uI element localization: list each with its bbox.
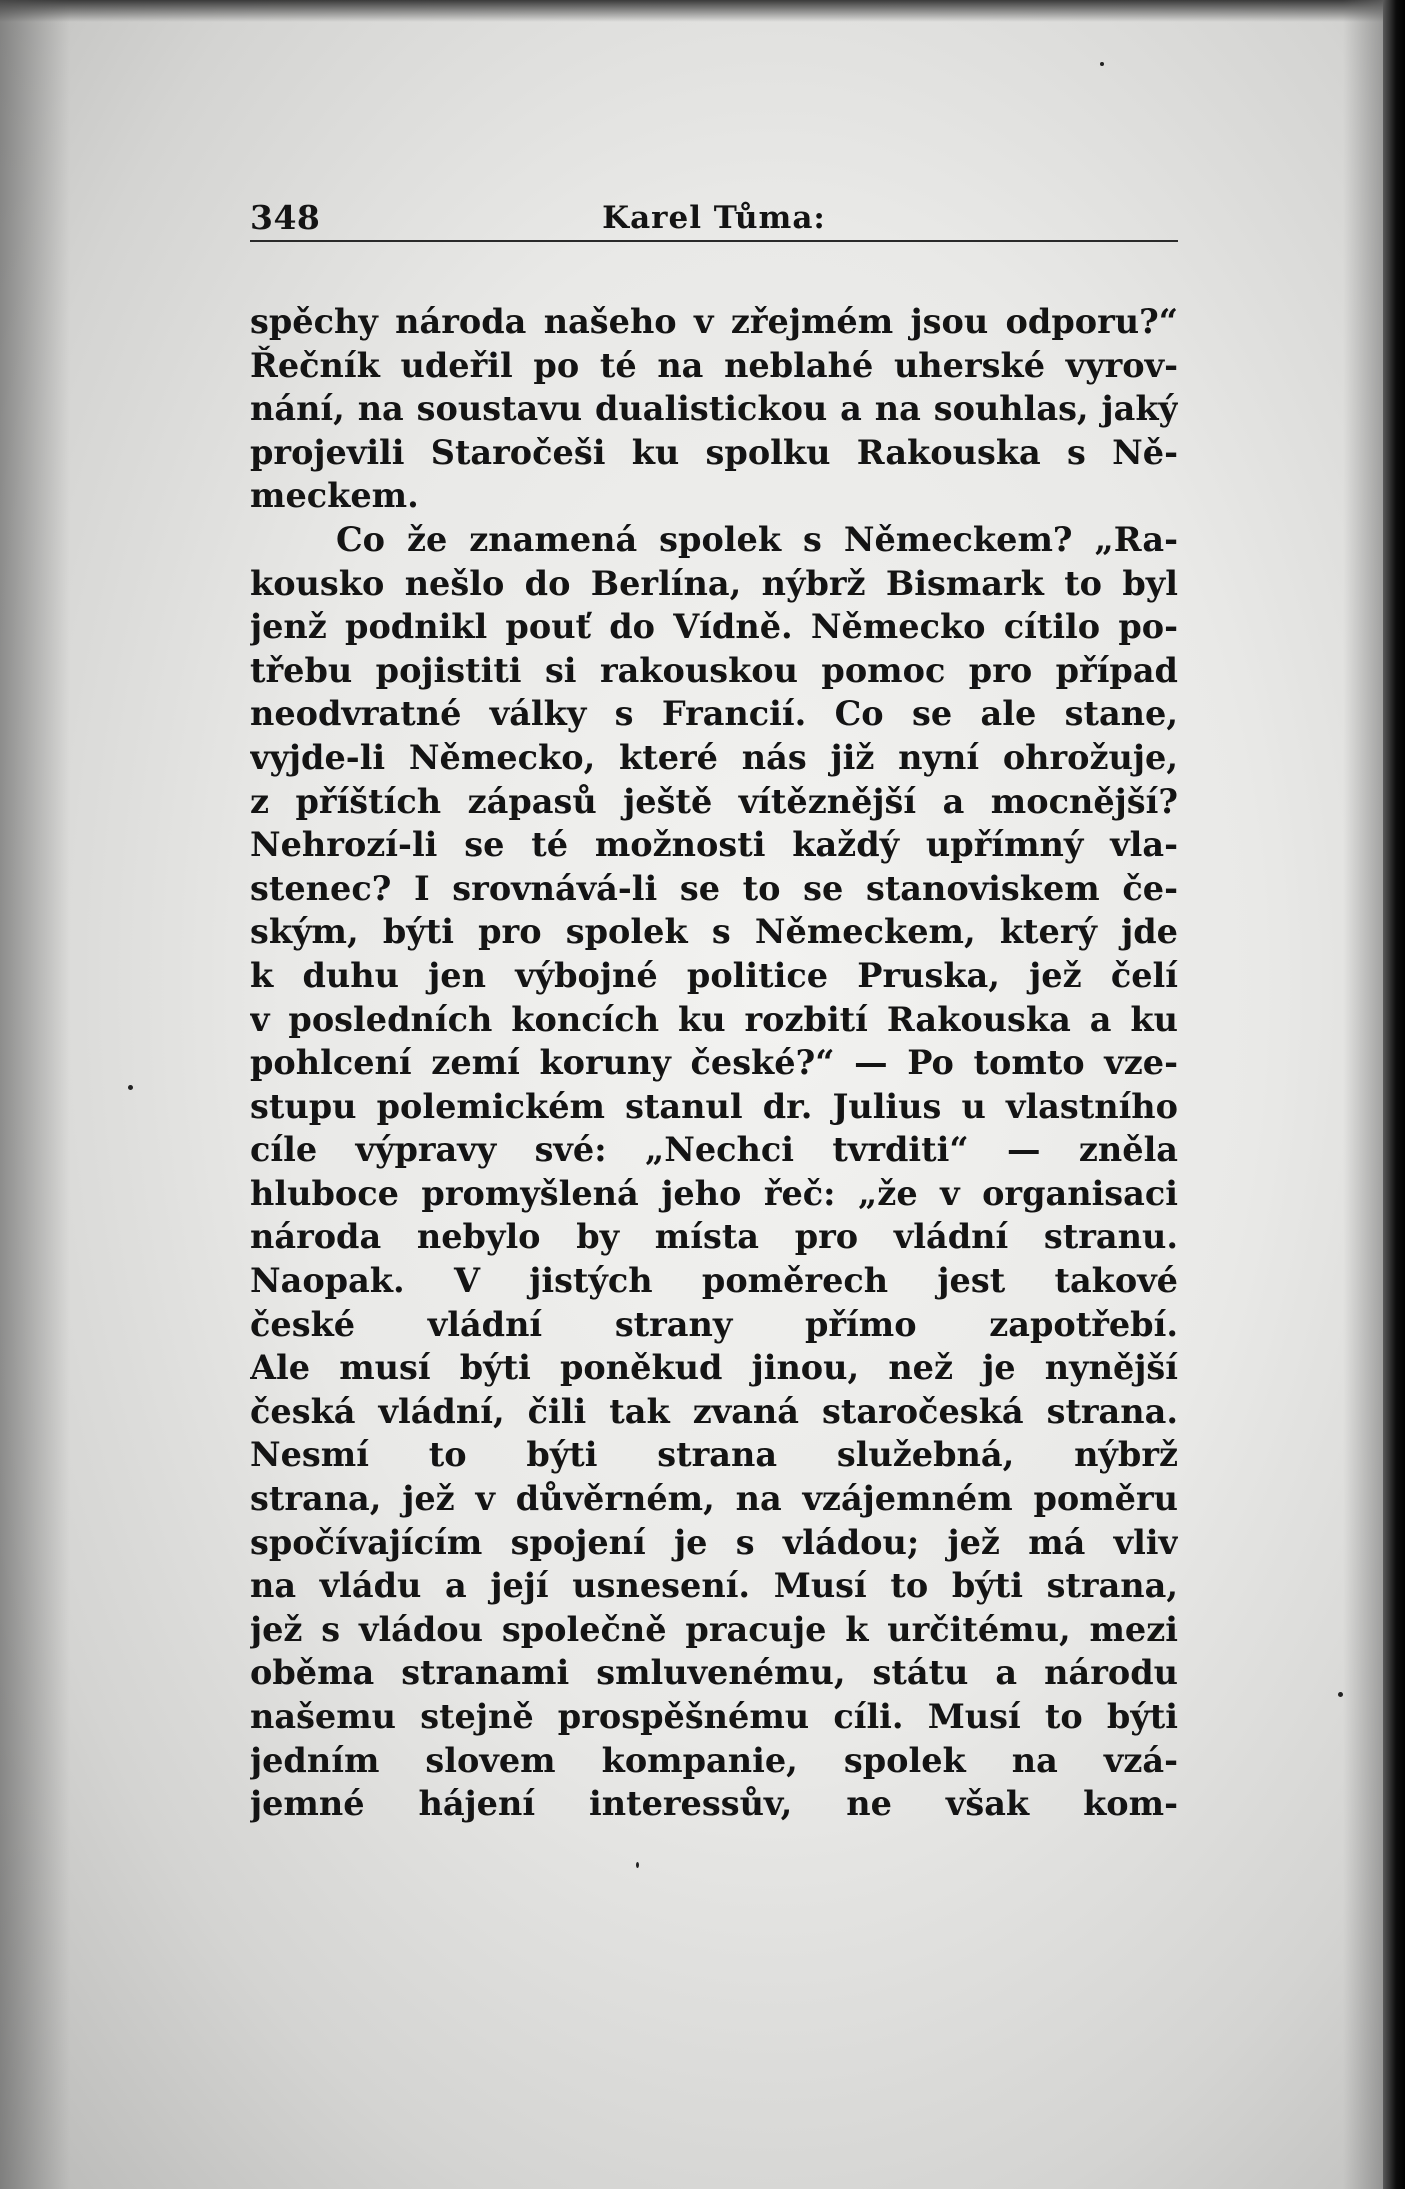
text-line: v posledních koncích ku rozbití Rakouska a ku [250,999,1178,1039]
running-head: Karel Tůma: [602,200,826,236]
text-line: Řečník udeřil po té na neblahé uherské vyrov- [250,345,1178,385]
text-line: Naopak. V jistých poměrech jest takové [250,1261,1178,1301]
text-line: oběma stranami smluvenému, státu a národu [250,1653,1178,1693]
speck [1338,1692,1343,1697]
text-line: našemu stejně prospěšnému cíli. Musí to býti [250,1697,1178,1736]
text-line: ským, býti pro spolek s Německem, který jde [250,912,1178,952]
text-line: stenec? I srovnává-li se to se stanoviskem če- [250,868,1178,908]
speck [128,1085,133,1090]
text-line: Co že znamená spolek s Německem? „Ra- [336,519,1178,559]
text-line: k duhu jen výbojné politice Pruska, jež čelí [250,955,1178,995]
text-line: hluboce promyšlená jeho řeč: „že v organisaci [250,1173,1178,1213]
text-line: z příštích zápasů ještě vítěznější a mocnější? [250,781,1178,821]
text-line: vyjde-li Německo, které nás již nyní ohrožuje, [250,737,1178,777]
scan-right-edge [1383,0,1405,2189]
text-line: Ale musí býti poněkud jinou, než je nynější [250,1348,1178,1388]
text-line: cíle výpravy své: „Nechci tvrditi“ — zněla [250,1130,1178,1170]
text-line: pohlcení zemí koruny české?“ — Po tomto vze- [250,1043,1178,1083]
book-page [250,190,1178,1826]
text-line: jenž podnikl pouť do Vídně. Německo cítilo po- [250,607,1178,647]
text-line: spočívajícím spojení je s vládou; jež má vliv [250,1522,1178,1562]
scan-top-edge [0,0,1405,22]
text-line: stupu polemickém stanul dr. Julius u vlastního [250,1086,1178,1126]
speck [1100,62,1104,66]
speck [636,1862,639,1868]
text-line: nání, na soustavu dualistickou a na souhlas, jaký [250,389,1178,429]
page-number: 348 [250,198,321,237]
scan-left-shadow [0,0,70,2189]
scan-right-shadow [1343,0,1383,2189]
text-line: neodvratné války s Francií. Co se ale stane, [250,694,1178,734]
text-line: kousko nešlo do Berlína, nýbrž Bismark to byl [250,563,1178,603]
text-line: jež s vládou společně pracuje k určitému, mezi [250,1609,1178,1649]
text-line: meckem. [250,476,419,516]
body-text [250,300,1178,1826]
text-line: národa nebylo by místa pro vládní stranu. [250,1217,1178,1257]
text-line: jedním slovem kompanie, spolek na vzá- [250,1740,1178,1780]
text-line: strana, jež v důvěrném, na vzájemném poměru [250,1479,1178,1519]
text-line: na vládu a její usnesení. Musí to býti strana, [250,1566,1178,1606]
page-header [250,190,1178,242]
text-line: projevili Staročeši ku spolku Rakouska s Ně- [250,432,1178,472]
text-line: Nehrozí-li se té možnosti každý upřímný vla- [250,825,1178,865]
text-line: jemné hájení interessův, ne však kom- [250,1784,1178,1824]
text-line: česká vládní, čili tak zvaná staročeská strana. [250,1391,1178,1431]
text-line: české vládní strany přímo zapotřebí. [250,1304,1178,1344]
text-line: Nesmí to býti strana služebná, nýbrž [250,1435,1178,1475]
text-line: spěchy národa našeho v zřejmém jsou odporu?“ [250,302,1178,341]
text-line: třebu pojistiti si rakouskou pomoc pro případ [250,650,1178,690]
